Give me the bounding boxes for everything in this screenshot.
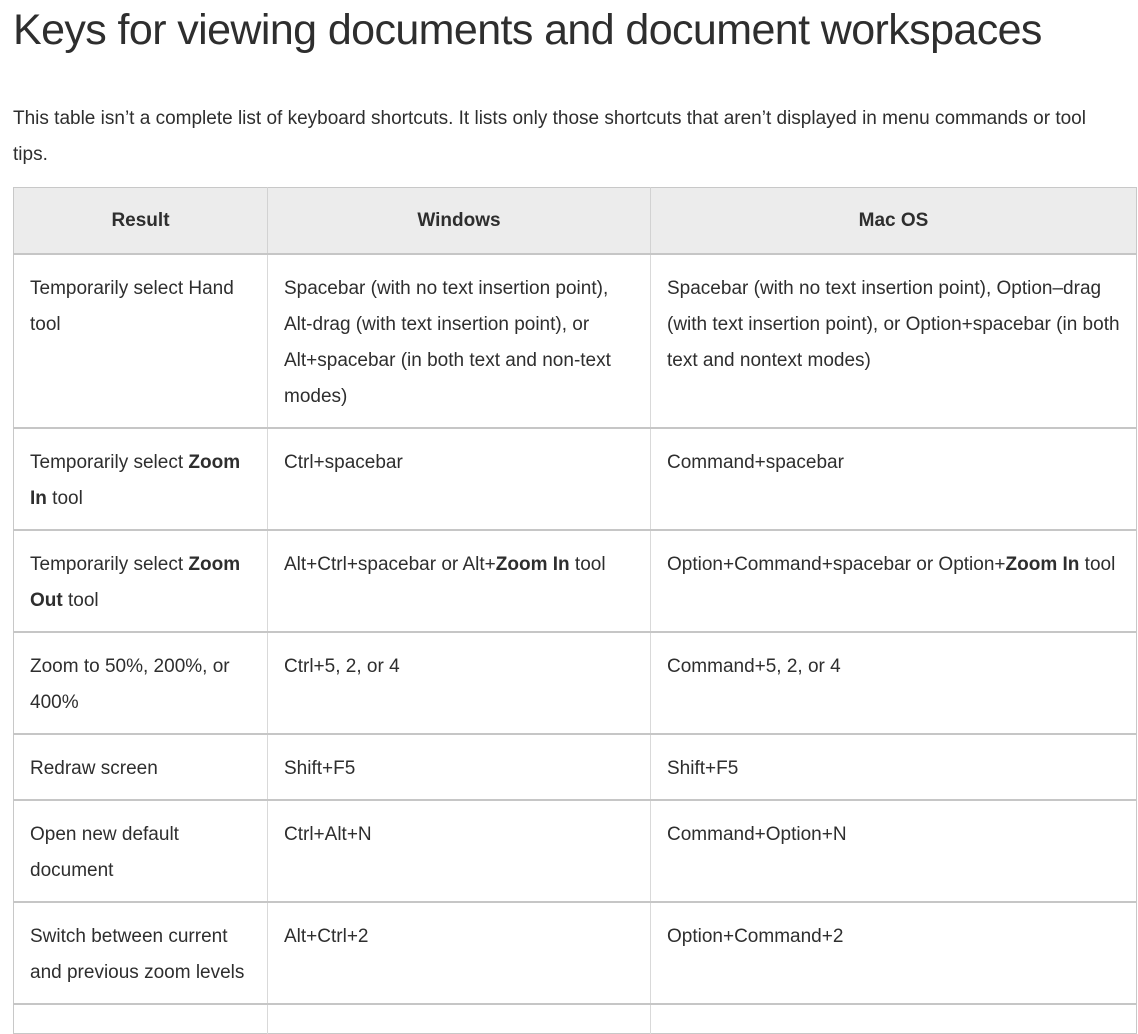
key-name-bold: Zoom In [495, 553, 570, 575]
windows-cell [268, 902, 651, 1004]
macos-cell [651, 1004, 1137, 1034]
macos-cell [651, 800, 1137, 902]
cell-text: Shift+F5 [667, 757, 739, 779]
macos-cell [651, 902, 1137, 1004]
key-name-bold: Zoom In [1005, 553, 1080, 575]
macos-cell [651, 530, 1137, 632]
windows-cell [268, 1004, 651, 1034]
result-cell [14, 800, 268, 902]
cell-text: Command+5, 2, or 4 [667, 655, 841, 677]
table-row [14, 632, 1137, 734]
result-cell [14, 734, 268, 800]
table-row [14, 428, 1137, 530]
windows-cell [268, 734, 651, 800]
intro-paragraph: This table isn’t a complete list of keyboard shortcuts. It lists only those shortcuts that aren’t displayed in menu commands or tool tips. [13, 108, 1086, 166]
shortcuts-table [13, 187, 1137, 1034]
cell-text: Spacebar (with no text insertion point), Alt-drag (with text insertion point), or Alt+spacebar (in both text and non-text modes) [284, 277, 611, 407]
table-body [14, 254, 1137, 1034]
windows-cell [268, 428, 651, 530]
windows-cell [268, 800, 651, 902]
result-cell [14, 632, 268, 734]
windows-cell [268, 530, 651, 632]
cell-text: Temporarily select [30, 553, 189, 575]
macos-cell [651, 632, 1137, 734]
cell-text: tool [569, 553, 606, 575]
cell-text: Shift+F5 [284, 757, 356, 779]
cell-text: tool [62, 589, 99, 611]
cell-text: Alt+Ctrl+2 [284, 925, 369, 947]
result-cell [14, 428, 268, 530]
cell-text: Switch between current and previous zoom levels [30, 925, 245, 983]
table-row [14, 1004, 1137, 1034]
cell-text: Command+Option+N [667, 823, 847, 845]
result-cell [14, 530, 268, 632]
table-row [14, 800, 1137, 902]
cell-text: Ctrl+spacebar [284, 451, 403, 473]
cell-text: Option+Command+2 [667, 925, 844, 947]
cell-text: Command+spacebar [667, 451, 844, 473]
cell-text: Option+Command+spacebar or Option+ [667, 553, 1006, 575]
macos-cell [651, 734, 1137, 800]
cell-text: Zoom to 50%, 200%, or 400% [30, 655, 230, 713]
cell-text: Ctrl+Alt+N [284, 823, 372, 845]
windows-cell [268, 254, 651, 428]
key-name-bold: Zoom In [30, 451, 241, 509]
macos-cell [651, 428, 1137, 530]
result-cell [14, 1004, 268, 1034]
table-header-row [14, 188, 1137, 254]
cell-text: tool [46, 487, 83, 509]
page-title: Keys for viewing documents and document workspaces [13, 6, 1042, 54]
column-header-macos: Mac OS [651, 188, 1137, 254]
cell-text: Open new default document [30, 823, 179, 881]
cell-text: Alt+Ctrl+spacebar or Alt+ [284, 553, 496, 575]
result-cell [14, 254, 268, 428]
table-row [14, 254, 1137, 428]
table-row [14, 902, 1137, 1004]
column-header-result: Result [14, 188, 268, 254]
macos-cell [651, 254, 1137, 428]
column-header-windows: Windows [268, 188, 651, 254]
cell-text: Ctrl+5, 2, or 4 [284, 655, 400, 677]
cell-text: Temporarily select [30, 451, 189, 473]
cell-text: Temporarily select Hand tool [30, 277, 234, 335]
windows-cell [268, 632, 651, 734]
result-cell [14, 902, 268, 1004]
table-row [14, 530, 1137, 632]
cell-text: Spacebar (with no text insertion point), Option–drag (with text insertion point), or Option+spacebar (in both text and nontext modes) [667, 277, 1120, 371]
key-name-bold: Zoom Out [30, 553, 241, 611]
cell-text: tool [1079, 553, 1116, 575]
table-row [14, 734, 1137, 800]
cell-text: Redraw screen [30, 757, 158, 779]
